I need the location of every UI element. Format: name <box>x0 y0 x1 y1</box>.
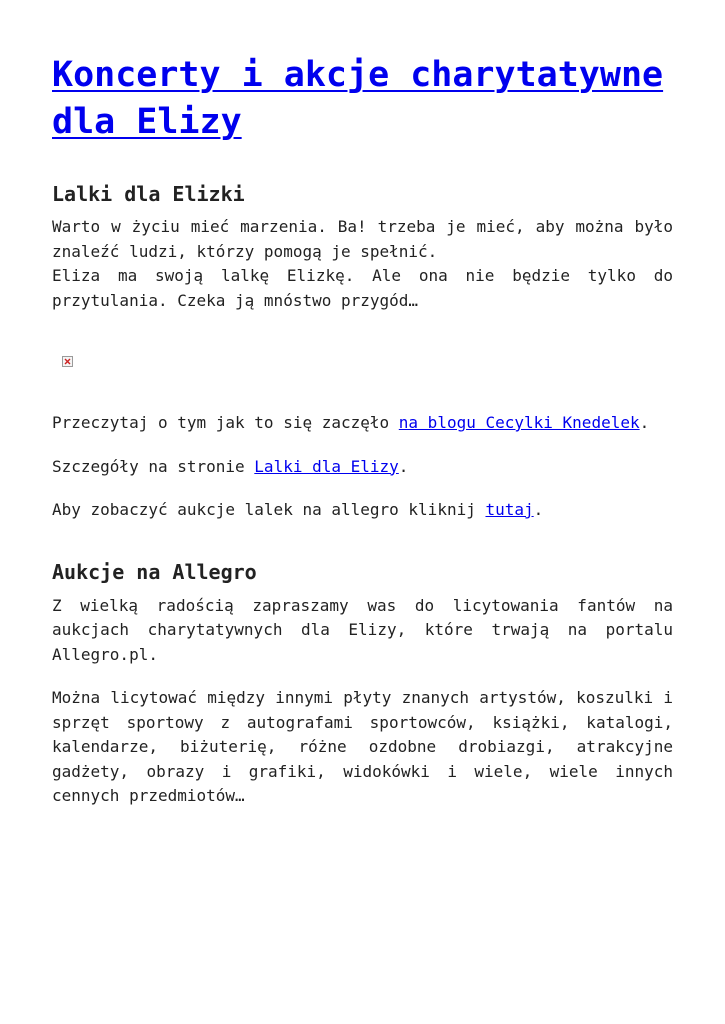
broken-image-icon <box>62 356 73 367</box>
read-paragraph <box>52 411 673 436</box>
read-prefix: Przeczytaj o tym jak to się zaczęło <box>52 413 399 432</box>
details-prefix: Szczegóły na stronie <box>52 456 255 476</box>
blog-link[interactable]: na blogu Cecylki Knedelek <box>398 413 640 432</box>
intro-text-line1: Warto w życiu mieć marzenia. Ba! trzeba je mieć, aby można było znaleźć ludzi, którzy pomogą je spełnić. <box>52 217 673 261</box>
article <box>52 52 673 809</box>
article-title-link[interactable]: Koncerty i akcje charytatywne dla Elizy <box>52 55 664 142</box>
details-suffix: . <box>398 456 409 476</box>
details-paragraph <box>52 455 673 480</box>
allegro-link[interactable]: tutaj <box>485 500 534 519</box>
intro-text-line2: Eliza ma swoją lalkę Elizkę. Ale ona nie będzie tylko do przytulania. Czeka ją mnóstwo przygód… <box>52 266 673 310</box>
allegro-paragraph-2: Można licytować między innymi płyty znanych artystów, koszulki i sprzęt sportowy z autografami sportowców, książki, katalogi, kalendarze, biżuterię, różne ozdobne drobiazgi, atrakcyjne gadżety, obrazy i grafiki, widokówki i wiele, wiele innych cennych przedmiotów… <box>52 688 673 805</box>
auction-suffix: . <box>533 500 544 519</box>
auction-prefix: Aby zobaczyć aukcje lalek na allegro kliknij <box>52 500 486 519</box>
auction-paragraph <box>52 498 673 523</box>
lalki-page-link[interactable]: Lalki dla Elizy <box>254 456 399 476</box>
article-title <box>52 52 673 146</box>
intro-paragraph <box>52 215 673 313</box>
read-suffix: . <box>639 413 650 432</box>
section-heading-lalki: Lalki dla Elizki <box>52 182 245 206</box>
allegro-paragraph-1: Z wielką radością zapraszamy was do licytowania fantów na aukcjach charytatywnych dla Elizy, które trwają na portalu Allegro.pl. <box>52 595 673 664</box>
section-heading-allegro: Aukcje na Allegro <box>52 559 257 584</box>
